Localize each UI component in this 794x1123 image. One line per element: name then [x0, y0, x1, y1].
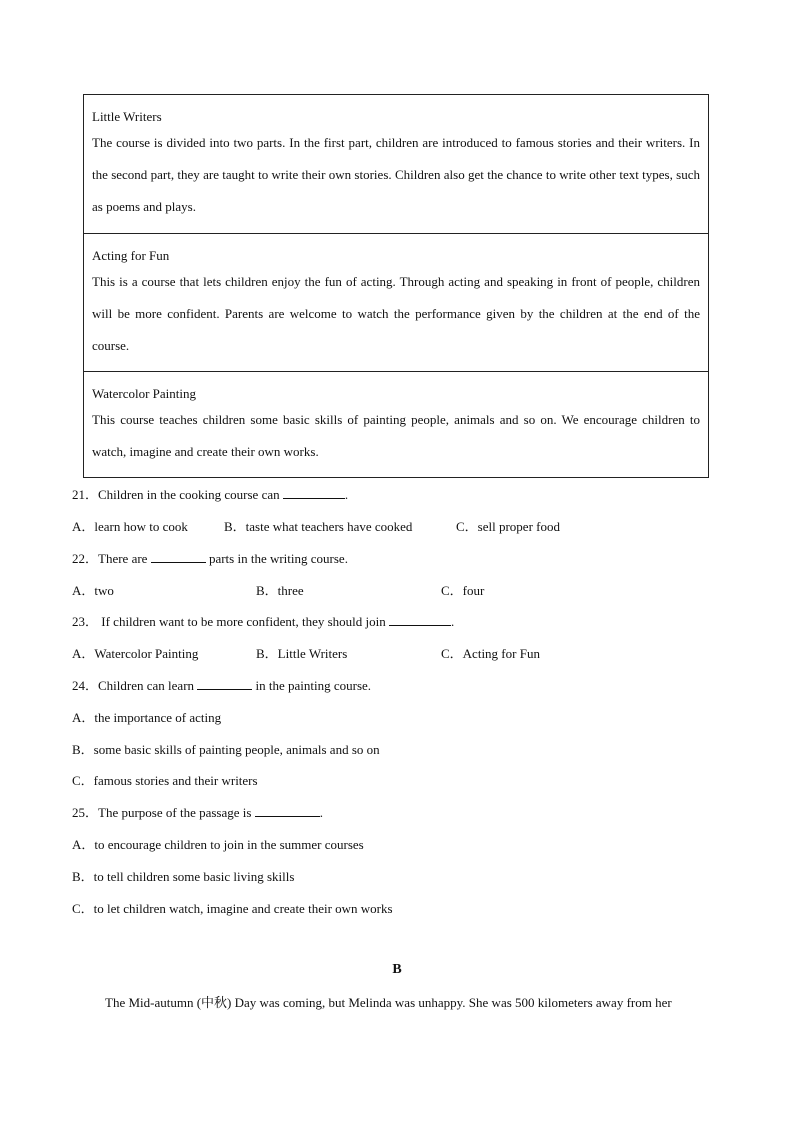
question-text: Children can learn — [98, 678, 198, 693]
section-b-paragraph: The Mid-autumn (中秋) Day was coming, but Melinda was unhappy. She was 500 kilometers away from her — [105, 995, 672, 1010]
question-text-end: parts in the writing course. — [205, 551, 348, 566]
option-text: learn how to cook — [94, 519, 188, 534]
question-number: 23． — [72, 614, 99, 629]
section-b-heading: B — [392, 962, 402, 977]
option-letter: A． — [72, 837, 95, 852]
option-letter: B． — [256, 583, 278, 598]
option-text: the importance of acting — [94, 710, 222, 725]
option-24-b[interactable] — [72, 741, 380, 759]
answer-blank — [255, 804, 320, 817]
option-25-a[interactable] — [72, 836, 364, 854]
question-text-end: . — [319, 805, 323, 820]
option-text: taste what teachers have cooked — [245, 519, 413, 534]
question-25 — [72, 804, 323, 822]
option-letter: C． — [456, 519, 478, 534]
option-21-b[interactable] — [224, 518, 412, 536]
option-letter: B． — [72, 742, 94, 757]
course-title: Watercolor Painting — [92, 386, 197, 401]
answer-blank — [283, 486, 345, 499]
question-number: 22． — [72, 551, 99, 566]
course-description: This course teaches children some basic skills of painting people, animals and so on. We encourage children to watch, imagine and create their own works. — [92, 412, 700, 459]
option-23-c[interactable] — [441, 645, 540, 663]
course-description: The course is divided into two parts. In the first part, children are introduced to famous stories and their writers. In the second part, they are taught to write their own stories. Children also get the chance to write other text types, such as poems and plays. — [92, 135, 700, 214]
question-number: 21． — [72, 487, 99, 502]
question-number: 24． — [72, 678, 99, 693]
option-text: to let children watch, imagine and create their own works — [93, 901, 393, 916]
question-text: Children in the cooking course can — [98, 487, 283, 502]
option-text: Watercolor Painting — [94, 646, 199, 661]
option-letter: C． — [72, 901, 94, 916]
answer-blank — [197, 677, 252, 690]
option-text: famous stories and their writers — [93, 773, 258, 788]
option-25-b[interactable] — [72, 868, 294, 886]
option-text: four — [462, 583, 485, 598]
option-letter: B． — [72, 869, 94, 884]
option-text: Acting for Fun — [462, 646, 540, 661]
option-22-c[interactable] — [441, 582, 484, 600]
answer-blank — [151, 550, 206, 563]
option-text: some basic skills of painting people, animals and so on — [93, 742, 380, 757]
answer-blank — [389, 613, 451, 626]
course-watercolor-painting — [84, 372, 708, 477]
option-letter: A． — [72, 583, 95, 598]
option-24-a[interactable] — [72, 709, 221, 727]
option-text: two — [94, 583, 114, 598]
option-letter: B． — [256, 646, 278, 661]
option-text: to tell children some basic living skills — [93, 869, 295, 884]
option-letter: C． — [72, 773, 94, 788]
course-description: This is a course that lets children enjoy the fun of acting. Through acting and speaking in front of people, children will be more confident. Parents are welcome to watch the performance given by the children at the end of the course. — [92, 274, 700, 353]
option-24-c[interactable] — [72, 772, 258, 790]
option-letter: C． — [441, 583, 463, 598]
option-text: three — [277, 583, 304, 598]
question-text: There are — [98, 551, 151, 566]
option-text: Little Writers — [277, 646, 348, 661]
option-text: sell proper food — [477, 519, 560, 534]
option-23-b[interactable] — [256, 645, 347, 663]
question-21 — [72, 486, 348, 504]
option-21-a[interactable] — [72, 518, 188, 536]
question-24 — [72, 677, 371, 695]
question-text-end: . — [451, 614, 455, 629]
option-letter: A． — [72, 710, 95, 725]
option-23-a[interactable] — [72, 645, 198, 663]
option-21-c[interactable] — [456, 518, 560, 536]
course-acting-for-fun — [84, 234, 708, 372]
option-letter: A． — [72, 519, 95, 534]
question-text-end: in the painting course. — [252, 678, 372, 693]
option-22-a[interactable] — [72, 582, 114, 600]
option-letter: B． — [224, 519, 246, 534]
question-text: The purpose of the passage is — [98, 805, 255, 820]
question-23 — [72, 613, 454, 631]
option-25-c[interactable] — [72, 900, 393, 918]
question-text: If children want to be more confident, they should join — [98, 614, 389, 629]
option-text: to encourage children to join in the summer courses — [94, 837, 364, 852]
course-title: Acting for Fun — [92, 248, 170, 263]
question-number: 25． — [72, 805, 99, 820]
question-22 — [72, 550, 348, 568]
option-letter: C． — [441, 646, 463, 661]
option-22-b[interactable] — [256, 582, 304, 600]
question-text-end: . — [344, 487, 349, 502]
course-title: Little Writers — [92, 109, 162, 124]
course-little-writers — [84, 95, 708, 234]
option-letter: A． — [72, 646, 95, 661]
course-table — [83, 94, 709, 478]
